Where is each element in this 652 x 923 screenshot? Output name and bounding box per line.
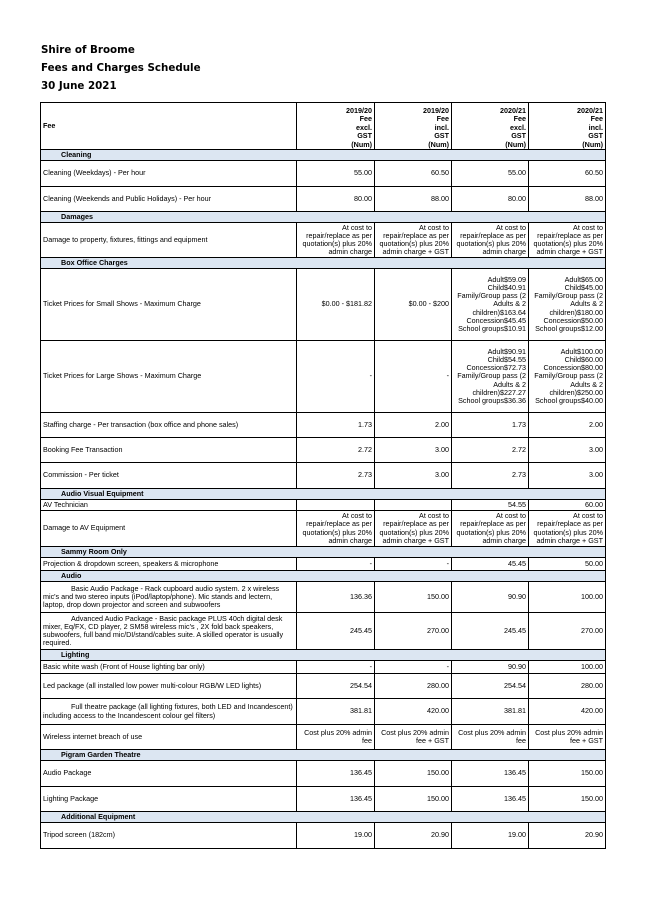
fee-value-cell: At cost to repair/replace as per quotation(s) plus 20% admin charge + GST [375,223,452,258]
table-row [41,269,606,341]
fee-value-cell: 2.00 [375,413,452,438]
column-header-2020-21-excl: 2020/21 Fee excl. GST (Num) [452,103,529,150]
section-title: Lighting [41,650,606,661]
fee-value-cell: Cost plus 20% admin fee + GST [529,725,606,750]
fee-column-header: Fee [41,103,297,150]
section-title: Sammy Room Only [41,547,606,558]
fee-description: Advanced Audio Package - Basic package PLUS 40ch digital desk mixer, Eq/FX, CD player, 2 SM58 wireless mic's , 2X fold back speakers, subwoofers, full band mic/DI/stand/cables suite. A skilled operator is usually required. [41,613,297,650]
fee-value-cell: 54.55 [452,500,529,511]
fee-value-cell: 1.73 [452,413,529,438]
fee-value-cell: 100.00 [529,582,606,613]
table-row [41,511,606,547]
fee-description: Cleaning (Weekdays) - Per hour [41,161,297,187]
fee-value-cell: 270.00 [529,613,606,650]
table-row [41,674,606,699]
fee-value-cell: 280.00 [529,674,606,699]
fee-value-cell: 150.00 [375,582,452,613]
fee-description: Commission - Per ticket [41,463,297,489]
fee-value-cell: 55.00 [297,161,375,187]
section-header-row [41,489,606,500]
fee-value-cell: 136.45 [297,787,375,812]
table-row [41,223,606,258]
section-title: Pigram Garden Theatre [41,750,606,761]
fee-value-cell: 254.54 [297,674,375,699]
fee-value-cell: At cost to repair/replace as per quotation(s) plus 20% admin charge [297,511,375,547]
table-row [41,613,606,650]
fee-value-cell: 2.73 [297,463,375,489]
column-header-2019-20-incl: 2019/20 Fee incl. GST (Num) [375,103,452,150]
fee-value-cell: 45.45 [452,558,529,571]
table-row [41,500,606,511]
fee-value-cell: 88.00 [375,187,452,212]
fee-description: Basic white wash (Front of House lighting bar only) [41,661,297,674]
section-title: Cleaning [41,150,606,161]
section-header-row [41,547,606,558]
fee-description: Full theatre package (all lighting fixtures, both LED and Incandescent) including access to the Incandescent colour gel filters) [41,699,297,725]
fee-value-cell: 90.90 [452,661,529,674]
fee-value-cell: 80.00 [452,187,529,212]
fee-value-cell: 3.00 [529,463,606,489]
fee-value-cell: Adult$59.09 Child$40.91 Family/Group pass (2 Adults & 2 children)$163.64 Concession$45.45 School groups$10.91 [452,269,529,341]
section-title: Additional Equipment [41,812,606,823]
fee-value-cell: 381.81 [452,699,529,725]
table-row [41,187,606,212]
fee-value-cell: 20.90 [375,823,452,849]
fee-description: Booking Fee Transaction [41,438,297,463]
fee-value-cell: 50.00 [529,558,606,571]
fee-value-cell: At cost to repair/replace as per quotation(s) plus 20% admin charge + GST [529,223,606,258]
fee-value-cell: 270.00 [375,613,452,650]
fee-value-cell: 136.45 [297,761,375,787]
fee-description: Audio Package [41,761,297,787]
table-row [41,787,606,812]
fee-value-cell: 245.45 [452,613,529,650]
fee-value-cell: 280.00 [375,674,452,699]
fee-description: Damage to property, fixtures, fittings and equipment [41,223,297,258]
fee-value-cell: 3.00 [375,438,452,463]
fee-value-cell: At cost to repair/replace as per quotation(s) plus 20% admin charge [452,223,529,258]
fee-value-cell: Adult$65.00 Child$45.00 Family/Group pass (2 Adults & 2 children)$180.00 Concession$50.00 School groups$12.00 [529,269,606,341]
fee-value-cell: 60.50 [375,161,452,187]
fee-description: Tripod screen (182cm) [41,823,297,849]
document-title: Fees and Charges Schedule [41,62,201,74]
fee-value-cell: 20.90 [529,823,606,849]
document-header [41,41,201,95]
fee-description: Lighting Package [41,787,297,812]
section-title: Audio Visual Equipment [41,489,606,500]
fees-table-body [41,150,606,849]
fee-value-cell: 2.73 [452,463,529,489]
fee-value-cell: - [375,661,452,674]
fee-value-cell: 100.00 [529,661,606,674]
section-header-row [41,650,606,661]
fee-value-cell: 19.00 [297,823,375,849]
section-header-row [41,571,606,582]
fee-value-cell: 381.81 [297,699,375,725]
fee-description: Cleaning (Weekends and Public Holidays) - Per hour [41,187,297,212]
section-header-row [41,258,606,269]
fee-value-cell: At cost to repair/replace as per quotation(s) plus 20% admin charge + GST [529,511,606,547]
fee-value-cell: 19.00 [452,823,529,849]
fee-value-cell: Cost plus 20% admin fee + GST [375,725,452,750]
fee-description: Basic Audio Package - Rack cupboard audio system. 2 x wireless mic's and two stereo inputs (iPod/laptop/phone). Mic stands and lectern, laptop, drop down projector and screen and subwoofers [41,582,297,613]
fee-description: Led package (all installed low power multi-colour RGB/W LED lights) [41,674,297,699]
section-header-row [41,750,606,761]
table-row [41,582,606,613]
fee-description: Projection & dropdown screen, speakers & microphone [41,558,297,571]
fee-value-cell: 420.00 [375,699,452,725]
table-row [41,761,606,787]
section-title: Audio [41,571,606,582]
fee-description: AV Technician [41,500,297,511]
table-row [41,463,606,489]
fee-value-cell: $0.00 - $181.82 [297,269,375,341]
fee-value-cell: - [297,558,375,571]
fees-table [40,102,606,849]
table-row [41,413,606,438]
fee-value-cell: At cost to repair/replace as per quotation(s) plus 20% admin charge + GST [375,511,452,547]
table-row [41,438,606,463]
fee-value-cell: 2.72 [452,438,529,463]
fee-value-cell: 150.00 [375,761,452,787]
fee-value-cell: $0.00 - $200 [375,269,452,341]
column-header-2019-20-excl: 2019/20 Fee excl. GST (Num) [297,103,375,150]
fee-value-cell: 55.00 [452,161,529,187]
table-row [41,823,606,849]
fee-value-cell: 60.50 [529,161,606,187]
fee-value-cell: 80.00 [297,187,375,212]
fee-value-cell: 1.73 [297,413,375,438]
section-header-row [41,150,606,161]
fee-description: Staffing charge - Per transaction (box office and phone sales) [41,413,297,438]
fee-value-cell: At cost to repair/replace as per quotation(s) plus 20% admin charge [297,223,375,258]
fee-value-cell [297,500,375,511]
fee-description: Ticket Prices for Large Shows - Maximum Charge [41,341,297,413]
fee-value-cell: 3.00 [375,463,452,489]
fee-value-cell: 150.00 [529,761,606,787]
fee-value-cell: Adult$90.91 Child$54.55 Concession$72.73 Family/Group pass (2 Adults & 2 children)$227.27 School groups$36.36 [452,341,529,413]
fee-value-cell: - [297,341,375,413]
fee-value-cell: Cost plus 20% admin fee [452,725,529,750]
fee-value-cell: - [297,661,375,674]
fee-value-cell: At cost to repair/replace as per quotation(s) plus 20% admin charge [452,511,529,547]
fee-description: Wireless internet breach of use [41,725,297,750]
fee-value-cell: 2.00 [529,413,606,438]
section-header-row [41,212,606,223]
fee-description: Ticket Prices for Small Shows - Maximum Charge [41,269,297,341]
fee-value-cell: 136.36 [297,582,375,613]
fee-value-cell: Cost plus 20% admin fee [297,725,375,750]
fee-value-cell: 150.00 [529,787,606,812]
section-title: Damages [41,212,606,223]
fee-value-cell: - [375,341,452,413]
organisation-name: Shire of Broome [41,44,135,56]
fee-value-cell [375,500,452,511]
table-row [41,558,606,571]
fee-value-cell: 254.54 [452,674,529,699]
column-header-2020-21-incl: 2020/21 Fee incl. GST (Num) [529,103,606,150]
table-row [41,341,606,413]
fee-value-cell: 136.45 [452,761,529,787]
fee-value-cell: 245.45 [297,613,375,650]
table-row [41,725,606,750]
fee-value-cell: 60.00 [529,500,606,511]
section-title: Box Office Charges [41,258,606,269]
table-row [41,699,606,725]
fee-value-cell: 136.45 [452,787,529,812]
document-date: 30 June 2021 [41,80,117,92]
fee-description: Damage to AV Equipment [41,511,297,547]
table-header-row [41,103,606,150]
fee-value-cell: 420.00 [529,699,606,725]
section-header-row [41,812,606,823]
fee-value-cell: 2.72 [297,438,375,463]
fee-value-cell: 150.00 [375,787,452,812]
table-row [41,161,606,187]
fee-value-cell: 90.90 [452,582,529,613]
table-row [41,661,606,674]
fee-value-cell: - [375,558,452,571]
fee-value-cell: 88.00 [529,187,606,212]
fee-value-cell: Adult$100.00 Child$60.00 Concession$80.00 Family/Group pass (2 Adults & 2 children)$250.00 School groups$40.00 [529,341,606,413]
fee-value-cell: 3.00 [529,438,606,463]
